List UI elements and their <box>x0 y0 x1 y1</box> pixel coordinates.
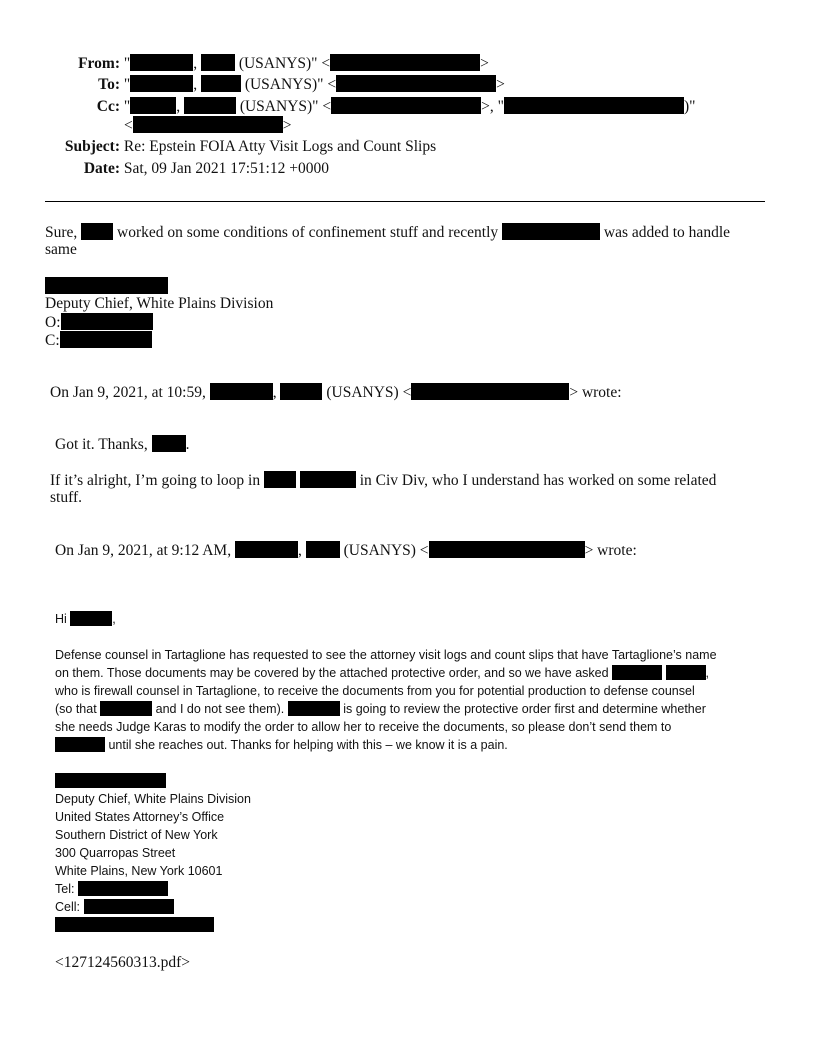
date-row <box>60 160 329 178</box>
reply-line-1: Sure, worked on some conditions of confinement stuff and recently was added to handle <box>45 224 731 241</box>
subject-label: Subject: <box>64 138 120 155</box>
redaction <box>336 75 496 92</box>
quote1-attribution: On Jan 9, 2021, at 10:59, , (USANYS) < > wrote: <box>50 384 622 401</box>
redaction <box>45 277 168 294</box>
signature-cell-phone: C: <box>45 331 152 350</box>
date-value: Sat, 09 Jan 2021 17:51:12 +0000 <box>123 160 329 177</box>
quote2-signature-name <box>55 773 166 788</box>
header-divider <box>45 201 765 202</box>
quote2-body-line-6: until she reaches out. Thanks for helping with this – we know it is a pain. <box>55 736 765 754</box>
redaction <box>152 435 186 452</box>
subject-value: Re: Epstein FOIA Atty Visit Logs and Count Slips <box>123 138 437 155</box>
date-label: Date: <box>83 160 120 177</box>
signature-title: Deputy Chief, White Plains Division <box>45 295 274 312</box>
to-label: To: <box>98 76 120 93</box>
quote2-body-line-4: (so that and I do not see them). is going to review the protective order first and determine whether <box>55 702 706 716</box>
redaction <box>429 541 585 558</box>
redaction <box>288 701 340 716</box>
signature-office-phone: O: <box>45 313 153 332</box>
quote1-loop-line-2: stuff. <box>50 489 83 506</box>
signature-cell: Cell: <box>55 898 455 916</box>
redaction <box>60 331 152 348</box>
redaction <box>502 223 600 240</box>
redaction <box>130 54 193 71</box>
redaction <box>210 383 273 400</box>
quote1-loop-line: If it’s alright, I’m going to loop in in Civ Div, who I understand has worked on some related <box>50 472 717 489</box>
redaction <box>300 471 356 488</box>
subject-row <box>60 138 436 156</box>
cc-row-2: < > <box>124 117 292 134</box>
redaction <box>264 471 296 488</box>
from-row: From: " , (USANYS)" < > <box>60 54 489 73</box>
redaction <box>130 75 193 92</box>
redaction <box>61 313 153 330</box>
cc-label: Cc: <box>96 98 120 115</box>
to-org: (USANYS)" < <box>244 76 337 93</box>
redaction <box>235 541 298 558</box>
redaction <box>280 383 322 400</box>
redaction <box>201 75 241 92</box>
signature-name <box>45 277 168 296</box>
redaction <box>100 701 152 716</box>
redaction <box>666 665 706 680</box>
cc-row: Cc: " , (USANYS)" < >, " )" <box>60 97 695 116</box>
redaction <box>331 97 481 114</box>
redaction <box>504 97 684 114</box>
quote1-thanks: Got it. Thanks, . <box>55 436 190 453</box>
redaction <box>612 665 662 680</box>
redaction <box>411 383 569 400</box>
reply-line-2: same <box>45 241 77 258</box>
redaction <box>201 54 235 71</box>
redaction <box>330 54 480 71</box>
redaction <box>306 541 340 558</box>
from-org: (USANYS)" < <box>238 55 331 72</box>
redaction <box>81 223 113 240</box>
to-row: To: " , (USANYS)" < > <box>60 75 505 94</box>
redaction <box>70 611 112 626</box>
redaction <box>55 773 166 788</box>
redaction <box>55 737 105 752</box>
redaction <box>133 116 283 133</box>
quote2-attribution: On Jan 9, 2021, at 9:12 AM, , (USANYS) < > wrote: <box>55 542 637 559</box>
from-label: From: <box>78 55 120 72</box>
quote2-body-line-2: on them. Those documents may be covered by the attached protective order, and so we have asked , <box>55 666 710 680</box>
quote2-body: Defense counsel in Tartaglione has requested to see the attorney visit logs and count slips that have Tartaglione’s name on them. Those documents may be covered by the attached protective order, and so we have asked , who is firewall counsel in Tartaglione, to receive the documents from you for potential production to defense counsel (so that and I do not see them). is going to review the protective order first and determine whether she needs Judge Karas to modify the order to allow her to receive the documents, so please don’t send them to until she reaches out. Thanks for helping with this – we know it is a pain. <box>55 646 765 754</box>
attachment-link[interactable]: <127124560313.pdf> <box>55 954 191 971</box>
redaction <box>78 881 168 896</box>
quote2-greeting: Hi , <box>55 612 116 626</box>
redaction <box>130 97 176 114</box>
redaction <box>184 97 236 114</box>
signature-tel: Tel: <box>55 880 455 898</box>
cc-org: (USANYS)" < <box>239 98 332 115</box>
quote2-signature: Deputy Chief, White Plains Division United States Attorney’s Office Southern District of New York 300 Quarropas Street White Plains, New York 10601 Tel: Cell: <box>55 790 455 934</box>
signature-email <box>55 916 455 934</box>
redaction <box>84 899 174 914</box>
redaction <box>55 917 214 932</box>
